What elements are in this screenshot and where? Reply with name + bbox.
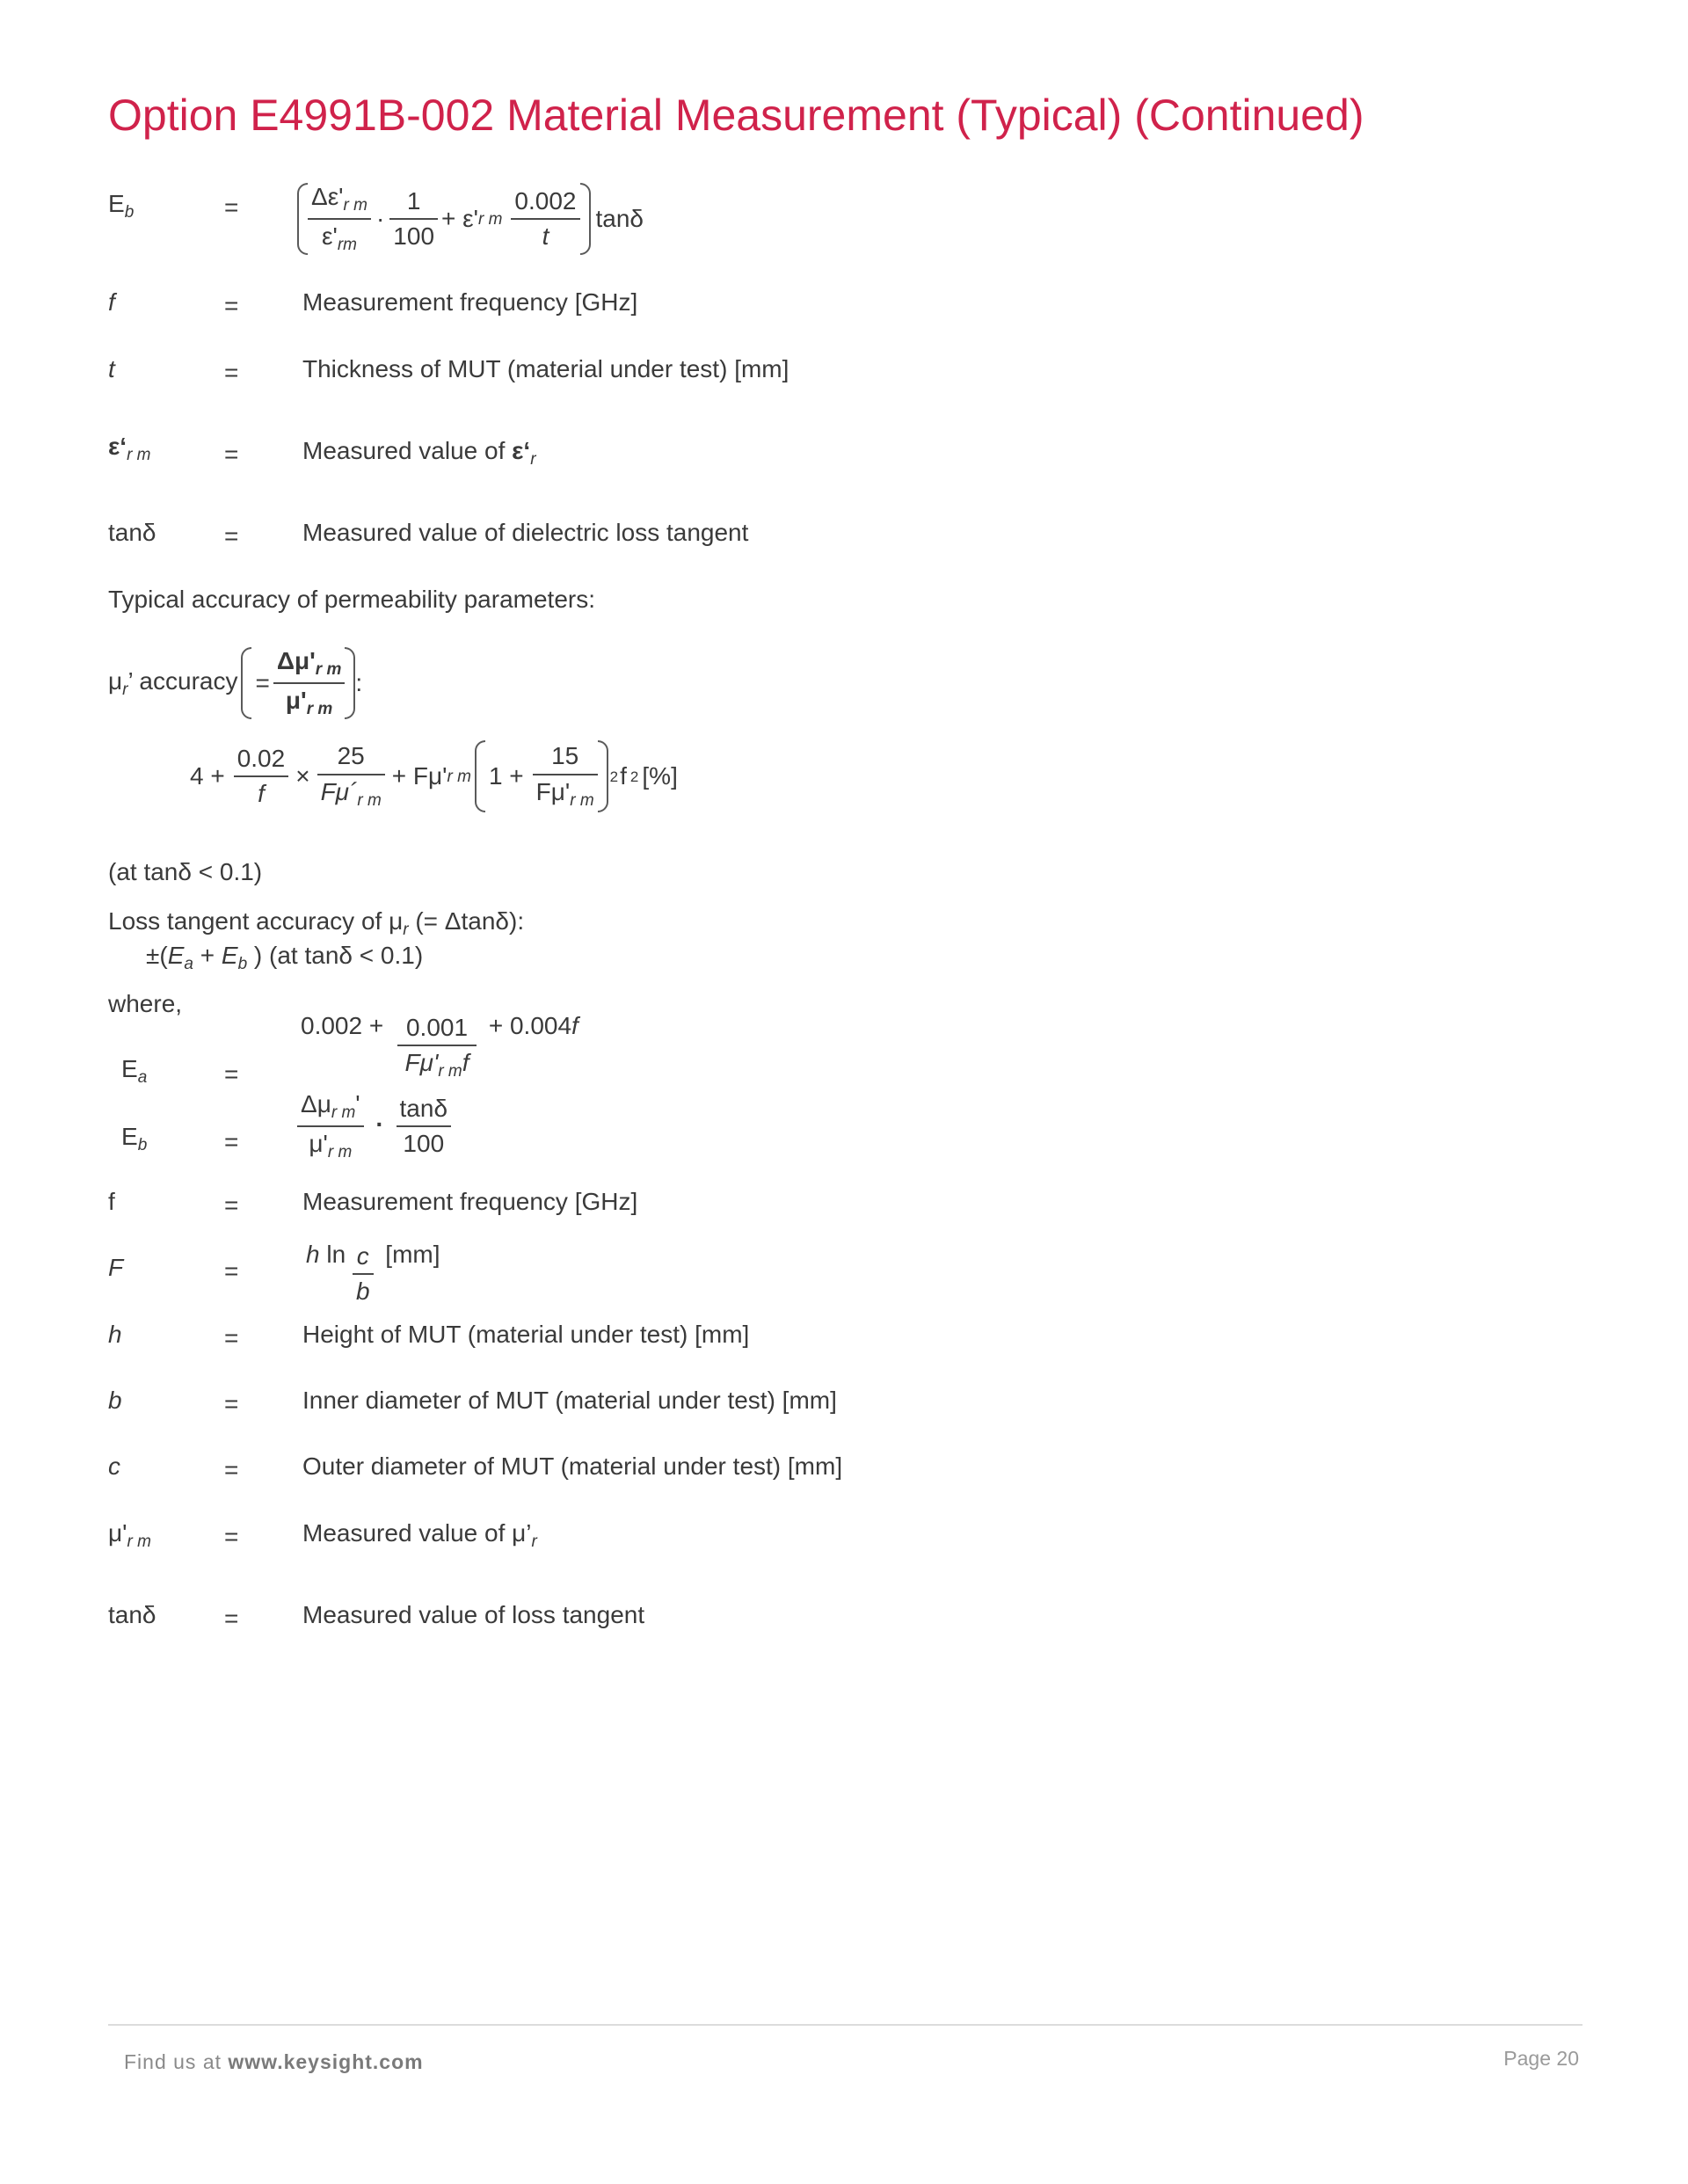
h-symbol: h	[108, 1321, 122, 1348]
fraction: $\frac{\Delta\varepsilon'_{r m}}{\varepsilon'_{rm}}$	[308, 183, 371, 255]
equals-sign: =	[224, 1191, 239, 1219]
footer-find-us: Find us at www.keysight.com	[124, 2050, 424, 2073]
tan-delta-symbol-2: tanδ	[108, 1601, 156, 1628]
fraction: $\frac{c}{b}$	[353, 1242, 374, 1306]
mu-rm-symbol: $\mu'_{r m}$	[108, 1519, 151, 1551]
equals-sign: =	[224, 1605, 239, 1632]
t-symbol: t	[108, 355, 115, 382]
equals-sign: =	[224, 1456, 239, 1483]
fraction: $\frac{1}{100}$	[389, 187, 438, 251]
t-definition: Thickness of MUT (material under test) [mm]	[302, 355, 789, 382]
c-symbol: c	[108, 1452, 120, 1480]
fraction: $\frac{15}{F\mu'_{r m}}$	[533, 742, 598, 810]
h-definition: Height of MUT (material under test) [mm]	[302, 1321, 750, 1348]
tan-delta-symbol: tanδ	[108, 519, 156, 546]
equals-sign: =	[224, 292, 239, 319]
fraction: $\frac{\Delta\mu_{r m}'}{\mu'_{r m}}$	[297, 1090, 364, 1162]
tan-delta-definition: Measured value of dielectric loss tangent	[302, 519, 749, 546]
ea-formula: 0.002 + $\frac{0.001}{F\mu'_{r m}f}$ + 0.004f	[301, 1012, 578, 1081]
permeability-heading: Typical accuracy of permeability parameters:	[108, 586, 595, 613]
eb-symbol-magnetic: $E_b$	[121, 1123, 148, 1154]
fraction: $\frac{0.001}{F\mu'_{r m}f}$	[397, 1014, 477, 1081]
loss-tangent-heading: Loss tangent accuracy of $\mu_r$ (= Δtanδ):	[108, 907, 525, 939]
epsilon-rm-definition: Measured value of $\varepsilon‘_r$	[302, 437, 536, 469]
condition-text: (at tanδ < 0.1)	[108, 858, 263, 885]
b-definition: Inner diameter of MUT (material under test) [mm]	[302, 1387, 837, 1414]
b-symbol: b	[108, 1387, 122, 1414]
F-symbol: F	[108, 1254, 124, 1281]
where-label: where,	[108, 990, 183, 1017]
footer-divider	[108, 2024, 1582, 2026]
f-definition: Measurement frequency [GHz]	[302, 288, 638, 316]
mu-accuracy-label: $\mu_r$’ accuracy = $\frac{\Delta\mu'_{r m}}{\mu'_{r m}}$ :	[108, 647, 363, 718]
equals-sign: =	[224, 522, 239, 550]
tan-delta-definition-2: Measured value of loss tangent	[302, 1601, 645, 1628]
equals-sign: =	[224, 1257, 239, 1285]
equals-sign: =	[224, 440, 239, 468]
footer-website-link[interactable]: www.keysight.com	[228, 2050, 424, 2073]
ea-symbol: $E_a$	[121, 1055, 148, 1087]
equals-sign: =	[224, 1128, 239, 1155]
equals-sign: =	[224, 1060, 239, 1088]
loss-tangent-expression: $\pm(E_a + E_b$ ) (at tanδ < 0.1)	[146, 942, 424, 973]
fraction: $\frac{\Delta\mu'_{r m}}{\mu'_{r m}}$	[273, 647, 346, 719]
eb-magnetic-formula: $\frac{\Delta\mu_{r m}'}{\mu'_{r m}}$ · $\frac{\tan\delta}{100}$	[297, 1090, 451, 1162]
f-definition-2: Measurement frequency [GHz]	[302, 1188, 638, 1215]
equals-sign: =	[224, 193, 239, 221]
f-symbol: f	[108, 288, 115, 316]
fraction: $\frac{25}{F\mu´_{r m}}$	[317, 742, 385, 810]
eb-dielectric-formula: $\frac{\Delta\varepsilon'_{r m}}{\varepsilon'_{rm}}$ · $\frac{1}{100}$ + ε' r m $\frac{0.002}{t}$ tanδ	[297, 183, 644, 255]
page-title: Option E4991B-002 Material Measurement (Typical) (Continued)	[108, 91, 1364, 140]
page-number: Page 20	[1503, 2047, 1579, 2070]
mu-accuracy-formula: 4 + $\frac{0.02}{f}$ × $\frac{25}{F\mu´_{r m}}$ + Fμ' r m 1 + $\frac{15}{F\mu'_{r m}}$ 2 f 2 [%]	[190, 740, 678, 812]
f-symbol-2: f	[108, 1188, 115, 1215]
equals-sign: =	[224, 1324, 239, 1351]
c-definition: Outer diameter of MUT (material under test) [mm]	[302, 1452, 843, 1480]
eb-symbol: $E_b$	[108, 190, 135, 222]
fraction: $\frac{0.02}{f}$	[234, 745, 289, 808]
fraction: $\frac{0.002}{t}$	[511, 187, 579, 251]
fraction: $\frac{\tan\delta}{100}$	[397, 1095, 452, 1158]
equals-sign: =	[224, 1523, 239, 1550]
equals-sign: =	[224, 359, 239, 386]
mu-rm-definition: Measured value of $\mu’_r$	[302, 1519, 537, 1551]
F-formula: h ln $\frac{c}{b}$ [mm]	[306, 1241, 440, 1306]
epsilon-rm-symbol: $\varepsilon‘_{r m}$	[108, 433, 151, 464]
equals-sign: =	[224, 1390, 239, 1417]
